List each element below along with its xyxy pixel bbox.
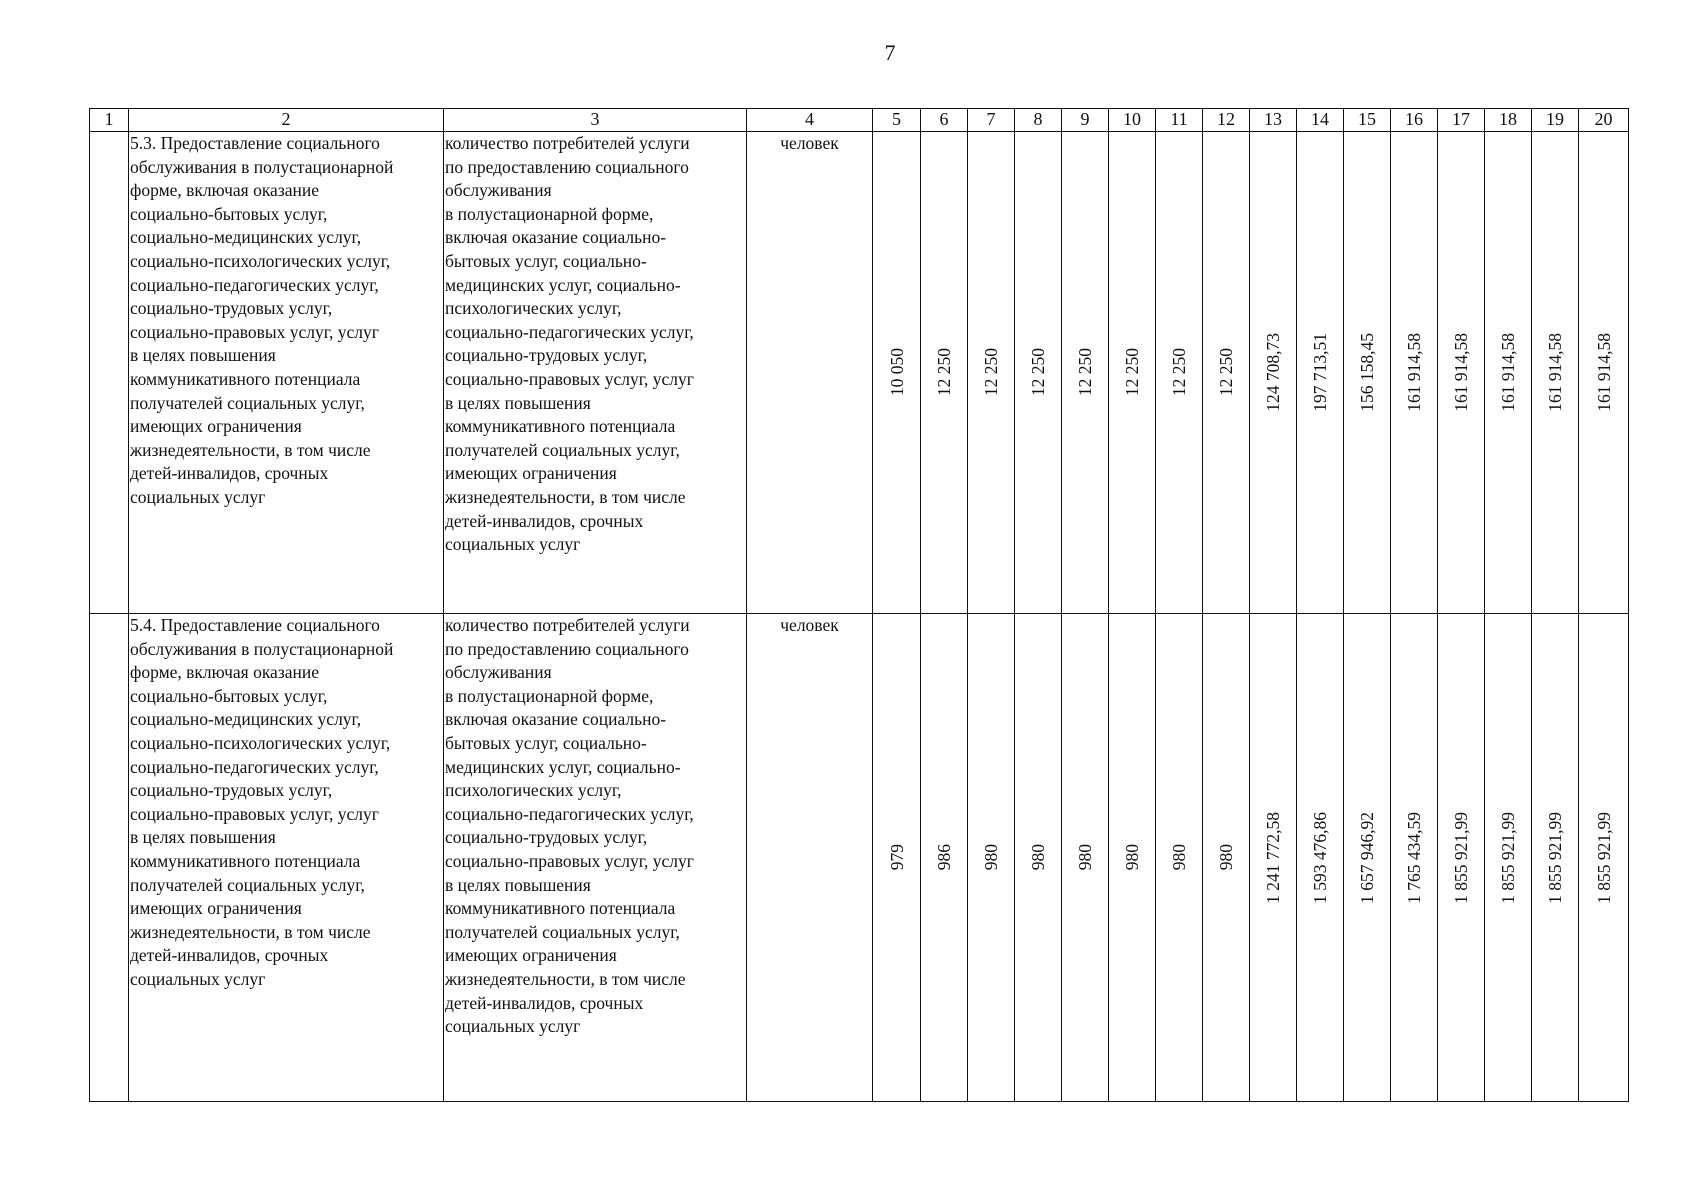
value-cell bbox=[873, 614, 921, 1102]
column-header: 12 bbox=[1203, 109, 1250, 132]
column-header: 8 bbox=[1015, 109, 1062, 132]
column-header: 3 bbox=[444, 109, 747, 132]
value-text: 1 765 434,59 bbox=[1404, 811, 1424, 904]
value-text: 161 914,58 bbox=[1404, 333, 1424, 412]
value-cell bbox=[1485, 614, 1532, 1102]
value-cell bbox=[1438, 614, 1485, 1102]
value-cell bbox=[1532, 132, 1579, 614]
column-header: 16 bbox=[1391, 109, 1438, 132]
unit-cell: человек bbox=[747, 614, 873, 1102]
value-cell bbox=[921, 614, 968, 1102]
value-text: 980 bbox=[1169, 844, 1189, 871]
value-text: 980 bbox=[1028, 844, 1048, 871]
value-text: 980 bbox=[1075, 844, 1095, 871]
column-header: 18 bbox=[1485, 109, 1532, 132]
column-header: 6 bbox=[921, 109, 968, 132]
column-header: 4 bbox=[747, 109, 873, 132]
value-text: 1 855 921,99 bbox=[1593, 811, 1614, 904]
value-text: 12 250 bbox=[1028, 348, 1048, 397]
value-cell bbox=[1250, 614, 1297, 1102]
header-row bbox=[90, 109, 1629, 132]
table-row bbox=[90, 614, 1629, 1102]
value-text: 12 250 bbox=[1216, 348, 1236, 397]
value-cell bbox=[1203, 132, 1250, 614]
value-cell bbox=[921, 132, 968, 614]
value-cell bbox=[1579, 614, 1629, 1102]
value-cell bbox=[1015, 614, 1062, 1102]
value-cell bbox=[1344, 132, 1391, 614]
value-text: 980 bbox=[1216, 844, 1236, 871]
value-cell bbox=[1391, 614, 1438, 1102]
value-text: 12 250 bbox=[1075, 348, 1095, 397]
value-text: 156 158,45 bbox=[1357, 333, 1377, 412]
value-cell bbox=[1344, 614, 1391, 1102]
value-cell bbox=[1062, 132, 1109, 614]
column-header: 1 bbox=[90, 109, 129, 132]
table-row bbox=[90, 132, 1629, 614]
value-text: 12 250 bbox=[981, 348, 1001, 397]
column-header: 20 bbox=[1579, 109, 1629, 132]
value-text: 12 250 bbox=[1122, 348, 1142, 397]
value-text: 980 bbox=[1122, 844, 1142, 871]
value-text: 161 914,58 bbox=[1451, 333, 1471, 412]
value-cell bbox=[1250, 132, 1297, 614]
value-text: 124 708,73 bbox=[1263, 333, 1283, 412]
value-text: 979 bbox=[886, 844, 907, 871]
column-header: 5 bbox=[873, 109, 921, 132]
value-text: 161 914,58 bbox=[1545, 333, 1565, 412]
column-header: 19 bbox=[1532, 109, 1579, 132]
value-cell bbox=[1156, 132, 1203, 614]
value-cell bbox=[1297, 132, 1344, 614]
value-cell bbox=[1438, 132, 1485, 614]
column-header: 7 bbox=[968, 109, 1015, 132]
value-cell bbox=[873, 132, 921, 614]
column-header: 13 bbox=[1250, 109, 1297, 132]
value-text: 161 914,58 bbox=[1498, 333, 1518, 412]
value-cell bbox=[1015, 132, 1062, 614]
value-text: 980 bbox=[981, 844, 1001, 871]
value-text: 1 241 772,58 bbox=[1263, 811, 1283, 904]
page-number: 7 bbox=[884, 40, 896, 65]
unit-cell: человек bbox=[747, 132, 873, 614]
indicator-name-cell: количество потребителей услуги по предоставлению социального обслуживания в полустационарной форме, включая оказание социально- бытовых услуг, социально- медицинских услуг, социально- психологических услуг, социально-педагогических услуг, социально-трудовых услуг, социально-правовых услуг, услуг в целях повышения коммуникативного потенциала получателей социальных услуг, имеющих ограничения жизнедеятельности, в том числе детей-инвалидов, срочных социальных услуг bbox=[444, 614, 747, 1102]
service-name-cell: 5.3. Предоставление социального обслуживания в полустационарной форме, включая оказание социально-бытовых услуг, социально-медицинских услуг, социально-психологических услуг, социально-педагогических услуг, социально-трудовых услуг, социально-правовых услуг, услуг в целях повышения коммуникативного потенциала получателей социальных услуг, имеющих ограничения жизнедеятельности, в том числе детей-инвалидов, срочных социальных услуг bbox=[129, 132, 444, 614]
value-text: 1 855 921,99 bbox=[1498, 811, 1518, 904]
value-cell bbox=[1391, 132, 1438, 614]
column-header: 2 bbox=[129, 109, 444, 132]
value-text: 12 250 bbox=[934, 348, 954, 397]
value-cell bbox=[1109, 132, 1156, 614]
value-text: 12 250 bbox=[1169, 348, 1189, 397]
services-table bbox=[89, 108, 1629, 1102]
column-header: 15 bbox=[1344, 109, 1391, 132]
value-text: 1 855 921,99 bbox=[1545, 811, 1565, 904]
column-header: 17 bbox=[1438, 109, 1485, 132]
row-number-cell bbox=[90, 132, 129, 614]
value-text: 986 bbox=[934, 844, 954, 871]
indicator-name-cell: количество потребителей услуги по предоставлению социального обслуживания в полустационарной форме, включая оказание социально- бытовых услуг, социально- медицинских услуг, социально- психологических услуг, социально-педагогических услуг, социально-трудовых услуг, социально-правовых услуг, услуг в целях повышения коммуникативного потенциала получателей социальных услуг, имеющих ограничения жизнедеятельности, в том числе детей-инвалидов, срочных социальных услуг bbox=[444, 132, 747, 614]
value-cell bbox=[1297, 614, 1344, 1102]
column-header: 14 bbox=[1297, 109, 1344, 132]
column-header: 10 bbox=[1109, 109, 1156, 132]
value-text: 10 050 bbox=[886, 348, 907, 397]
value-cell bbox=[1062, 614, 1109, 1102]
value-cell bbox=[968, 614, 1015, 1102]
value-cell bbox=[1579, 132, 1629, 614]
value-cell bbox=[968, 132, 1015, 614]
value-text: 1 657 946,92 bbox=[1357, 811, 1377, 904]
column-header: 11 bbox=[1156, 109, 1203, 132]
service-name-cell: 5.4. Предоставление социального обслуживания в полустационарной форме, включая оказание социально-бытовых услуг, социально-медицинских услуг, социально-психологических услуг, социально-педагогических услуг, социально-трудовых услуг, социально-правовых услуг, услуг в целях повышения коммуникативного потенциала получателей социальных услуг, имеющих ограничения жизнедеятельности, в том числе детей-инвалидов, срочных социальных услуг bbox=[129, 614, 444, 1102]
value-cell bbox=[1485, 132, 1532, 614]
value-cell bbox=[1203, 614, 1250, 1102]
value-cell bbox=[1532, 614, 1579, 1102]
value-cell bbox=[1156, 614, 1203, 1102]
value-cell bbox=[1109, 614, 1156, 1102]
column-header: 9 bbox=[1062, 109, 1109, 132]
value-text: 1 593 476,86 bbox=[1310, 811, 1330, 904]
row-number-cell bbox=[90, 614, 129, 1102]
value-text: 197 713,51 bbox=[1310, 333, 1330, 412]
value-text: 161 914,58 bbox=[1593, 333, 1614, 412]
value-text: 1 855 921,99 bbox=[1451, 811, 1471, 904]
